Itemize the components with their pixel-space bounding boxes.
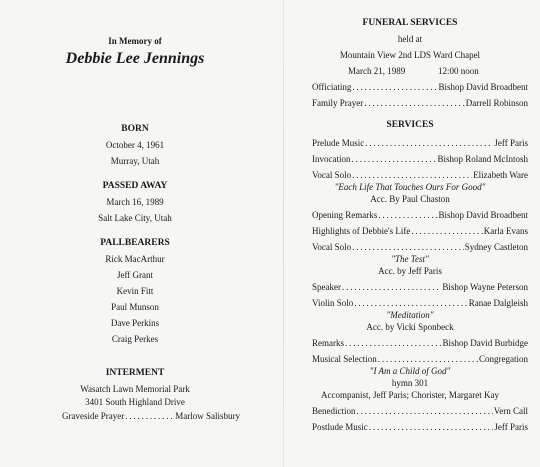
accompanist: Acc. by Jeff Paris — [378, 266, 442, 276]
song-title: "I Am a Child of God" — [369, 366, 451, 376]
program-row: Vocal Solo . . . Sydney Castleton — [312, 242, 528, 252]
program-row: Violin Solo . . . Ranae Dalgleish — [312, 298, 528, 308]
family-prayer-row: Family Prayer . . . Darrell Robinson — [312, 98, 528, 108]
pallbearer-name: Craig Perkes — [111, 334, 159, 344]
hymn-number: hymn 301 — [391, 378, 429, 388]
accompanist-chorister: Accompanist, Jeff Paris; Chorister, Margaret Kay — [320, 390, 499, 400]
program-row: Invocation . . . Bishop Roland McIntosh — [312, 154, 528, 164]
born-heading: BORN — [121, 124, 149, 134]
song-title: "Meditation" — [386, 310, 434, 320]
passed-date: March 16, 1989 — [106, 197, 164, 207]
accompanist: Acc. by Vicki Sponbeck — [366, 322, 454, 332]
passed-place: Salt Lake City, Utah — [98, 213, 172, 223]
services-title: FUNERAL SERVICES — [362, 18, 458, 28]
service-time: 12:00 noon — [438, 66, 479, 76]
page-fold — [283, 0, 284, 467]
program-row: Opening Remarks . . . Bishop David Broadbent — [312, 210, 528, 220]
program-row: Musical Selection . . . Congregation — [312, 354, 528, 364]
program-row: Benediction . . . Vern Call — [312, 406, 528, 416]
officiating-row: Officiating . . . Bishop David Broadbent — [312, 82, 528, 92]
program-row: Speaker . . . Bishop Wayne Peterson — [312, 282, 528, 292]
right-page — [290, 0, 530, 467]
song-title: "Each Life That Touches Ours For Good" — [334, 182, 486, 192]
pallbearer-name: Rick MacArthur — [105, 254, 165, 264]
song-title: "The Test" — [391, 254, 429, 264]
pallbearer-name: Jeff Grant — [116, 270, 154, 280]
service-date: March 21, 1989 — [348, 66, 406, 76]
pallbearer-name: Kevin Fitt — [116, 286, 154, 296]
deceased-name: Debbie Lee Jennings — [65, 50, 205, 67]
born-date: October 4, 1961 — [105, 140, 165, 150]
interment-line2: 3401 South Highland Drive — [85, 397, 185, 407]
chapel-location: Mountain View 2nd LDS Ward Chapel — [339, 50, 481, 60]
born-place: Murray, Utah — [110, 156, 160, 166]
program-row: Remarks . . . Bishop David Burbidge — [312, 338, 528, 348]
memory-label: In Memory of — [108, 36, 162, 46]
services-heading: SERVICES — [386, 120, 434, 130]
graveside-prayer-row: Graveside Prayer . . . Marlow Salisbury — [62, 411, 240, 421]
held-at: held at — [397, 34, 423, 44]
program-row: Postlude Music . . . Jeff Paris — [312, 422, 528, 432]
pallbearer-name: Dave Perkins — [110, 318, 160, 328]
accompanist: Acc. By Paul Chaston — [370, 194, 450, 204]
pallbearer-name: Paul Munson — [111, 302, 159, 312]
program-row: Highlights of Debbie's Life . . . Karla Evans — [312, 226, 528, 236]
program-row: Prelude Music . . . Jeff Paris — [312, 138, 528, 148]
interment-heading: INTERMENT — [105, 368, 165, 378]
interment-line1: Wasatch Lawn Memorial Park — [80, 384, 190, 394]
passed-heading: PASSED AWAY — [102, 181, 168, 191]
program-row: Vocal Solo . . . Elizabeth Ware — [312, 170, 528, 180]
pallbearers-heading: PALLBEARERS — [100, 238, 170, 248]
